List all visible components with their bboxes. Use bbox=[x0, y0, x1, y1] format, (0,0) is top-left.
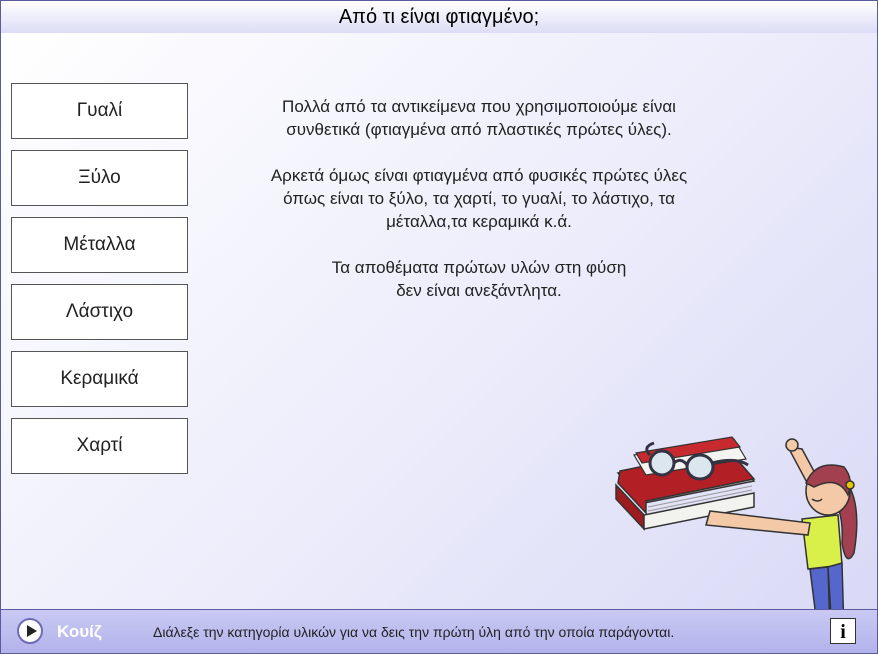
content-area bbox=[0, 33, 878, 609]
category-button-paper[interactable]: Χαρτί bbox=[11, 418, 188, 474]
category-button-rubber[interactable]: Λάστιχο bbox=[11, 284, 188, 340]
play-icon[interactable] bbox=[17, 618, 43, 644]
info-icon[interactable]: i bbox=[830, 618, 856, 644]
category-button-metals[interactable]: Μέταλλα bbox=[11, 217, 188, 273]
category-button-glass[interactable]: Γυαλί bbox=[11, 83, 188, 139]
quiz-link[interactable]: Κουίζ bbox=[57, 622, 102, 641]
category-button-wood[interactable]: Ξύλο bbox=[11, 150, 188, 206]
description-text bbox=[221, 95, 737, 325]
girl-with-books-illustration bbox=[606, 403, 876, 643]
category-button-ceramics[interactable]: Κεραμικά bbox=[11, 351, 188, 407]
description-paragraph-3: Τα αποθέματα πρώτων υλών στη φύση δεν είναι ανεξάντλητα. bbox=[331, 258, 627, 300]
window-title: Από τι είναι φτιαγμένο; bbox=[0, 0, 878, 34]
instruction-text: Διάλεξε την κατηγορία υλικών για να δεις την πρώτη ύλη από την οποία παράγονται. bbox=[153, 624, 675, 640]
footer-bar bbox=[0, 609, 878, 654]
description-paragraph-1: Πολλά από τα αντικείμενα που χρησιμοποιούμε είναι συνθετικά (φτιαγμένα από πλαστικές πρώτες ύλες). bbox=[282, 97, 676, 139]
description-paragraph-2: Αρκετά όμως είναι φτιαγμένα από φυσικές πρώτες ύλες όπως είναι το ξύλο, τα χαρτί, το γυαλί, το λάστιχο, τα μέταλλα,τα κεραμικά κ.ά. bbox=[270, 166, 688, 231]
